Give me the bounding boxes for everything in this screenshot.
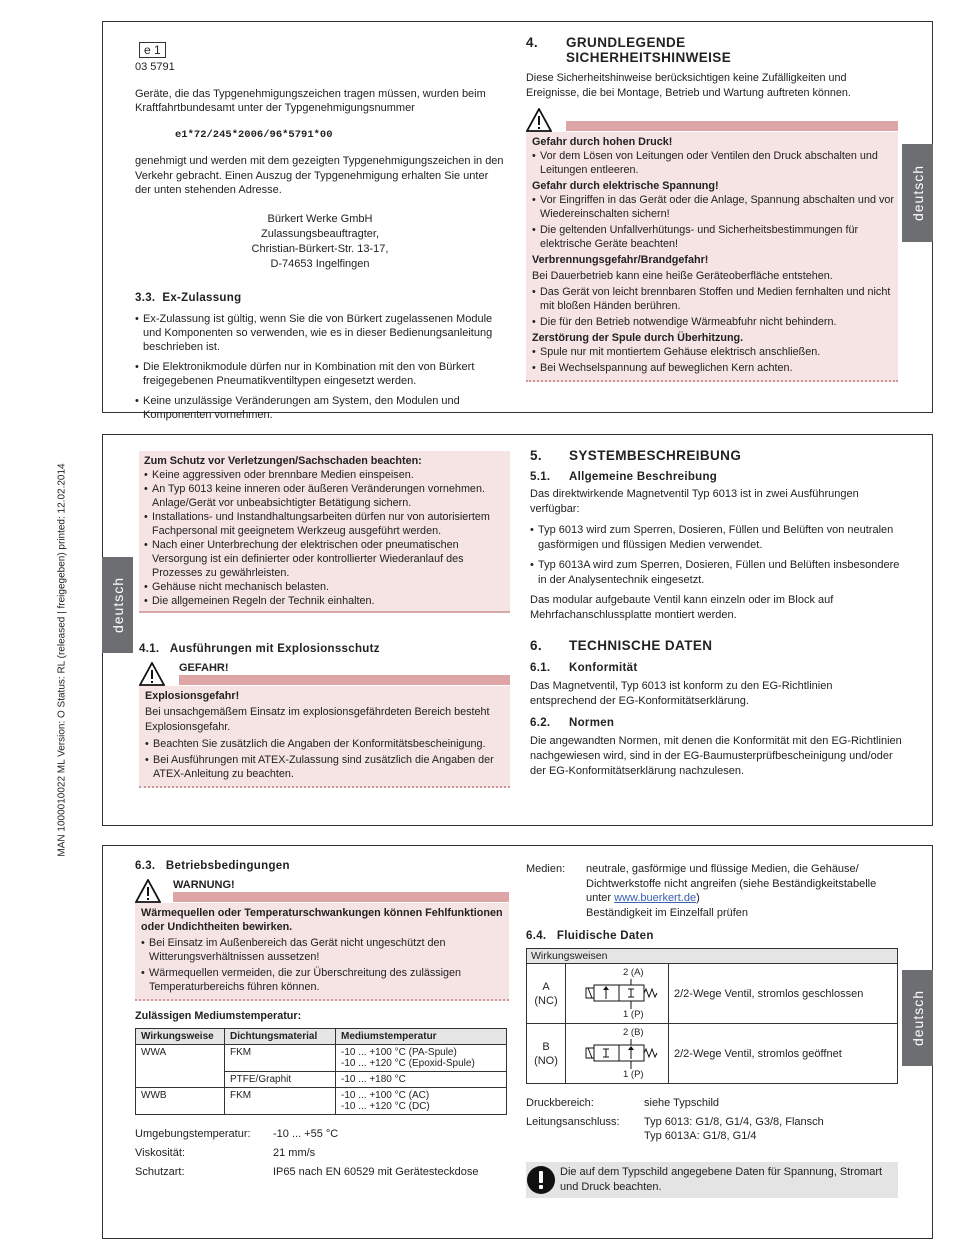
- list-item: • Installations- und Instandhaltungsarbeiten dürfen nur von autorisiertem Fachpersonal mit geeignetem Werkzeug ausgeführt werden.: [144, 510, 505, 538]
- list-item: • Das Gerät von leicht brennbaren Stoffen und Medien fernhalten und nicht mit bloßen Händen berühren.: [532, 285, 894, 313]
- list-item: • Bei Einsatz im Außenbereich das Gerät nicht ungeschützt den Witterungsverhältnissen aussetzen!: [141, 936, 504, 964]
- port-label: 2 (B): [623, 1026, 644, 1038]
- address-line: Zulassungsbeauftragter,: [260, 227, 380, 240]
- danger-box: [139, 661, 510, 788]
- warning-text: Bei unsachgemäßem Einsatz im explosionsgefährdeten Bereich besteht Explosionsgefahr.: [145, 706, 490, 733]
- section-6-2-text: Die angewandten Normen, mit denen die Konformität mit den EG-Richtlinien nachgewiesen wird, sind in der EG-Baumusterprüfbescheinigung und/oder der EG-Konformitätserklärung nachzulesen.: [530, 735, 902, 777]
- list-item: • Die allgemeinen Regeln der Technik einhalten.: [144, 594, 505, 608]
- media-spec: Medien: neutrale, gasförmige und flüssige Medien, die Gehäuse/ Dichtwerkstoffe nicht angreifen (siehe Beständigkeitstabelle unter www.buerkert.de) Beständigkeit im Einzelfall prüfen: [526, 863, 877, 919]
- right-column: [526, 35, 898, 382]
- table-row: WWB FKM -10 ... +100 °C (AC) -10 ... +120 °C (DC): [136, 1088, 507, 1115]
- list-item: • Keine aggressiven oder brennbare Medien einspeisen.: [144, 468, 505, 482]
- table-row: A (NC) 2 (A) 1 (P) 2/2-Wege Ventil, stromlos geschlossen: [527, 964, 898, 1024]
- list-item: • Nach einer Unterbrechung der elektrischen oder pneumatischen Versorgung ist ein definierter oder kontrollierter Wiederanlauf des Prozesses zu gewährleisten.: [144, 538, 505, 580]
- port-label: 2 (A): [623, 966, 644, 978]
- table-row: WWA FKM -10 ... +100 °C (PA-Spule) -10 ... +120 °C (Epoxid-Spule): [136, 1045, 507, 1072]
- safety-intro: Diese Sicherheitshinweise berücksichtigen keine Zufälligkeiten und Ereignisse, die bei Montage, Betrieb und Wartung auftreten können.: [526, 72, 851, 99]
- ex-approval-heading: 3.3. Ex-Zulassung: [135, 291, 242, 304]
- language-tab: deutsch: [902, 970, 933, 1066]
- warning-title: Gefahr durch hohen Druck!: [532, 136, 673, 148]
- table-row: B (NO) 2 (B) 1 (P) 2/2-Wege Ventil, stromlos geöffnet: [527, 1024, 898, 1084]
- warning-triangle-icon: [139, 662, 165, 686]
- warning-bar: [179, 675, 510, 685]
- left-column: [139, 451, 510, 788]
- left-column: [135, 42, 505, 424]
- connection-spec: Leitungsanschluss: Typ 6013: G1/8, G1/4, G3/8, Flansch Typ 6013A: G1/8, G1/4: [526, 1115, 824, 1142]
- list-item: • Typ 6013A wird zum Sperren, Dosieren, Füllen und Belüften insbesondere in der Analysentechnik eingesetzt.: [530, 558, 902, 588]
- list-item: • Wärmequellen vermeiden, die zur Überschreitung des zulässigen Temperaturbereichs führen können.: [141, 966, 504, 994]
- warning-title: Explosionsgefahr!: [145, 690, 240, 702]
- port-label: 1 (P): [623, 1068, 644, 1080]
- section-6-2-heading: 6.2. Normen: [530, 717, 615, 729]
- warning-bar: [173, 892, 509, 902]
- temperature-table-title: Zulässigen Mediumstemperatur:: [135, 1010, 302, 1022]
- list-item: • Die geltenden Unfallverhütungs- und Sicherheitsbestimmungen für elektrische Geräte beachten!: [532, 223, 894, 251]
- list-item: • Beachten Sie zusätzlich die Angaben der Konformitätsbescheinigung.: [145, 737, 505, 751]
- pressure-spec: Druckbereich: siehe Typschild: [526, 1097, 720, 1109]
- table-header: Wirkungsweise: [136, 1029, 225, 1045]
- safety-warning-box: [526, 108, 898, 382]
- warning-box: [135, 878, 509, 1001]
- section-5-1-text: Das direktwirkende Magnetventil Typ 6013 ist in zwei Ausführungen verfügbar:: [530, 488, 859, 515]
- list-item: • Typ 6013 wird zum Sperren, Dosieren, Füllen und Belüften von neutralen gasförmigen und flüssigen Medien verwendet.: [530, 523, 902, 553]
- address-block: [135, 212, 505, 272]
- safety-heading: 4. GRUNDLEGENDE SICHERHEITSHINWEISE: [526, 35, 732, 65]
- list-item: • Die für den Betrieb notwendige Wärmeabfuhr nicht behindern.: [532, 315, 894, 329]
- list-item: • Die Elektronikmodule dürfen nur in Kombination mit den von Bürkert freigegebenen Pneumatikventiltypen eingesetzt werden.: [135, 360, 505, 388]
- approval-intro: Geräte, die das Typgenehmigungszeichen tragen müssen, wurden beim Kraftfahrtbundesamt unter der Typgenehmigungsnummer: [135, 87, 486, 114]
- page-panel-3: [102, 845, 933, 1239]
- e1-mark: e 1: [139, 42, 166, 58]
- warning-triangle-icon: [135, 879, 161, 903]
- address-line: Bürkert Werke GmbH: [267, 212, 373, 225]
- temperature-table: [135, 1028, 507, 1115]
- warning-title: Wärmequellen oder Temperaturschwankungen können Fehlfunktionen oder Undichtheiten bewirken.: [141, 907, 503, 933]
- port-label: 1 (P): [623, 1008, 644, 1020]
- section-5-1-heading: 5.1. Allgemeine Beschreibung: [530, 471, 718, 483]
- right-column: [530, 448, 902, 779]
- environment-specs: Umgebungstemperatur: -10 ... +55 °C Viskosität: 21 mm/s Schutzart: IP65 nach EN 60529 mit Gerätesteckdose: [135, 1128, 479, 1178]
- list-item: • Ex-Zulassung ist gültig, wenn Sie die von Bürkert zugelassenen Module und Komponenten so verwenden, wie es in dieser Bedienungsanleitung beschrieben ist.: [135, 312, 505, 354]
- explosion-protection-heading: 4.1. Ausführungen mit Explosionsschutz: [139, 643, 380, 655]
- notice-title: Zum Schutz vor Verletzungen/Sachschaden beachten:: [144, 455, 422, 467]
- list-item: • Vor dem Lösen von Leitungen oder Ventilen den Druck abschalten und Leitungen entleeren.: [532, 149, 894, 177]
- table-header: Dichtungsmaterial: [225, 1029, 336, 1045]
- buerkert-link[interactable]: www.buerkert.de: [614, 892, 697, 904]
- list-item: • Keine unzulässige Veränderungen am System, den Modulen und Komponenten vornehmen.: [135, 394, 505, 422]
- left-column: [135, 860, 509, 1182]
- valve-nc-symbol-icon: [566, 965, 668, 1023]
- list-item: • Bei Wechselspannung auf beweglichen Kern achten.: [532, 361, 894, 375]
- list-item: • Bei Ausführungen mit ATEX-Zulassung sind zusätzlich die Angaben der ATEX-Anleitung zu beachten.: [145, 753, 505, 781]
- address-line: D-74653 Ingelfingen: [270, 257, 370, 270]
- language-tab: deutsch: [902, 144, 933, 242]
- section-6-3-heading: 6.3. Betriebsbedingungen: [135, 860, 290, 872]
- protection-notice: [139, 451, 510, 613]
- document-side-label: MAN 1000010022 ML Version: O Status: RL (released | freigegeben) printed: 12.02.2014: [56, 463, 68, 857]
- warning-triangle-icon: [526, 108, 552, 132]
- approval-text: genehmigt und werden mit dem gezeigten Typgenehmigungszeichen in den Verkehr gebracht. Einen Auszug der Typgenehmigung erhalten Sie unter der unten stehenden Adresse.: [135, 155, 504, 196]
- page-panel-1: [102, 21, 933, 421]
- section-6-4-heading: 6.4. Fluidische Daten: [526, 930, 654, 942]
- section-5-1-text2: Das modular aufgebaute Ventil kann einzeln oder im Block auf Mehrfachanschlussplatte montiert werden.: [530, 594, 834, 621]
- approval-number: e1*72/245*2006/96*5791*00: [175, 128, 333, 141]
- list-item: • An Typ 6013 keine inneren oder äußeren Veränderungen vornehmen. Anlage/Gerät vor unbeabsichtigter Betätigung sichern.: [144, 482, 505, 510]
- warning-bar: [566, 121, 898, 131]
- warning-label: WARNUNG!: [173, 879, 235, 891]
- section-5-heading: 5. SYSTEMBESCHREIBUNG: [530, 448, 742, 463]
- function-description: 2/2-Wege Ventil, stromlos geöffnet: [669, 1024, 898, 1084]
- table-row: PTFE/Graphit -10 ... +180 °C: [136, 1072, 507, 1088]
- table-header: Wirkungsweisen: [527, 949, 898, 964]
- section-6-1-text: Das Magnetventil, Typ 6013 ist konform zu den EG-Richtlinien entsprechend der EG-Konformitätserklärung.: [530, 680, 833, 707]
- list-item: • Vor Eingriffen in das Gerät oder die Anlage, Spannung abschalten und vor Wiedereinschalten sichern!: [532, 193, 894, 221]
- danger-label: GEFAHR!: [179, 662, 229, 674]
- ex-approval-list: [135, 312, 505, 422]
- warning-title: Verbrennungsgefahr/Brandgefahr!: [532, 254, 709, 266]
- warning-title: Gefahr durch elektrische Spannung!: [532, 180, 719, 192]
- list-item: • Spule nur mit montiertem Gehäuse elektrisch anschließen.: [532, 345, 894, 359]
- address-line: Christian-Bürkert-Str. 13-17,: [251, 242, 389, 255]
- note-box: Die auf dem Typschild angegebene Daten für Spannung, Stromart und Druck beachten.: [526, 1162, 898, 1198]
- list-item: • Gehäuse nicht mechanisch belasten.: [144, 580, 505, 594]
- function-table: [526, 948, 898, 1084]
- right-column: [526, 862, 898, 1198]
- exclamation-icon: [526, 1165, 556, 1195]
- language-tab: deutsch: [102, 557, 133, 653]
- warning-title: Zerstörung der Spule durch Überhitzung.: [532, 332, 744, 344]
- approval-code: 03 5791: [135, 61, 175, 73]
- section-6-1-heading: 6.1. Konformität: [530, 662, 638, 674]
- section-6-heading: 6. TECHNISCHE DATEN: [530, 638, 713, 653]
- function-description: 2/2-Wege Ventil, stromlos geschlossen: [669, 964, 898, 1024]
- page-panel-2: [102, 434, 933, 826]
- valve-no-symbol-icon: [566, 1025, 668, 1083]
- table-header: Mediumstemperatur: [336, 1029, 507, 1045]
- warning-text: Bei Dauerbetrieb kann eine heiße Geräteoberfläche entstehen.: [532, 270, 833, 282]
